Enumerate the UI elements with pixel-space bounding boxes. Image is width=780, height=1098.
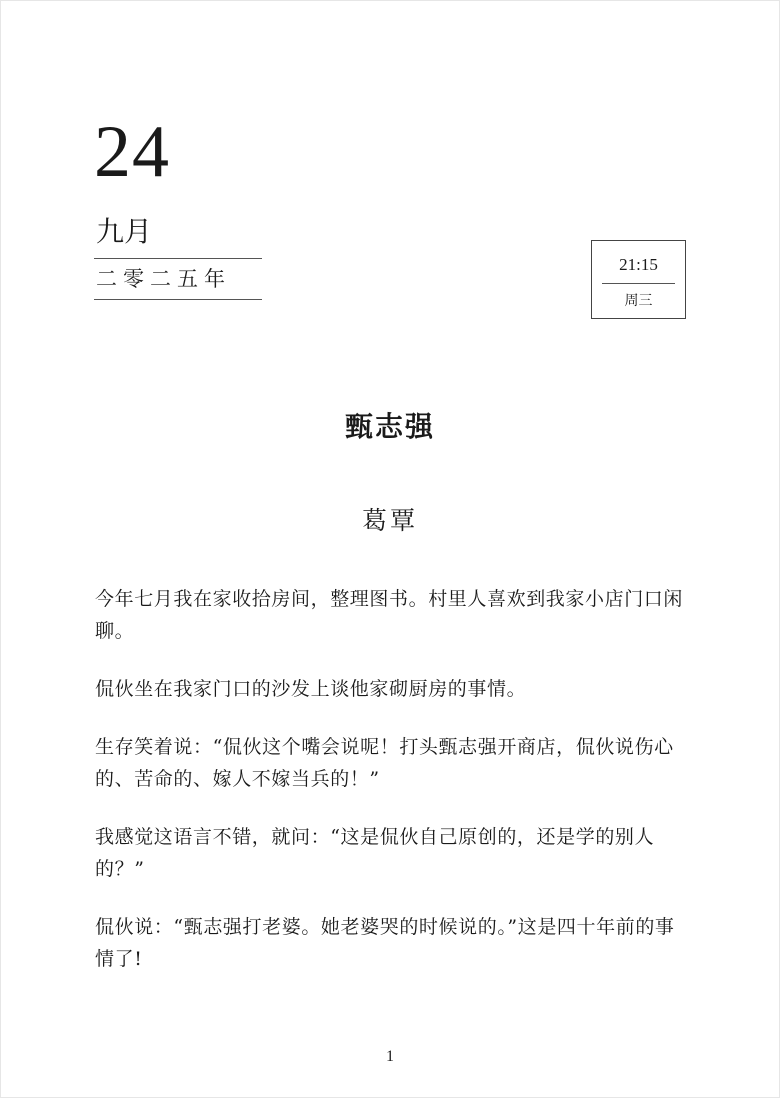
time-display: 21:15 (619, 255, 658, 274)
date-month: 九月 (96, 215, 153, 248)
weekday-label: 周三 (624, 293, 653, 309)
article-author: 葛覃 (361, 506, 418, 535)
page-number: 1 (386, 1048, 394, 1065)
paragraph: 侃伙说：“甄志强打老婆。她老婆哭的时候说的。”这是四十年前的事情了! (95, 916, 675, 970)
date-day: 24 (94, 111, 170, 193)
article-title: 甄志强 (344, 410, 435, 443)
time-divider (602, 283, 675, 284)
date-divider-top (94, 258, 262, 259)
paragraph: 生存笑着说：“侃伙这个嘴会说呢！打头甄志强开商店，侃伙说伤心的、苦命的、嫁人不嫁当兵的！” (95, 736, 674, 790)
article-body (95, 583, 690, 1001)
paragraph: 今年七月我在家收拾房间，整理图书。村里人喜欢到我家小店门口闲聊。 (95, 588, 684, 642)
paragraph: 我感觉这语言不错，就问：“这是侃伙自己原创的，还是学的别人的？” (95, 826, 655, 880)
date-year: 二零二五年 (96, 267, 231, 291)
paragraph: 侃伙坐在我家门口的沙发上谈他家砌厨房的事情。 (95, 678, 527, 700)
time-box (591, 240, 686, 319)
date-divider-bottom (94, 299, 262, 300)
